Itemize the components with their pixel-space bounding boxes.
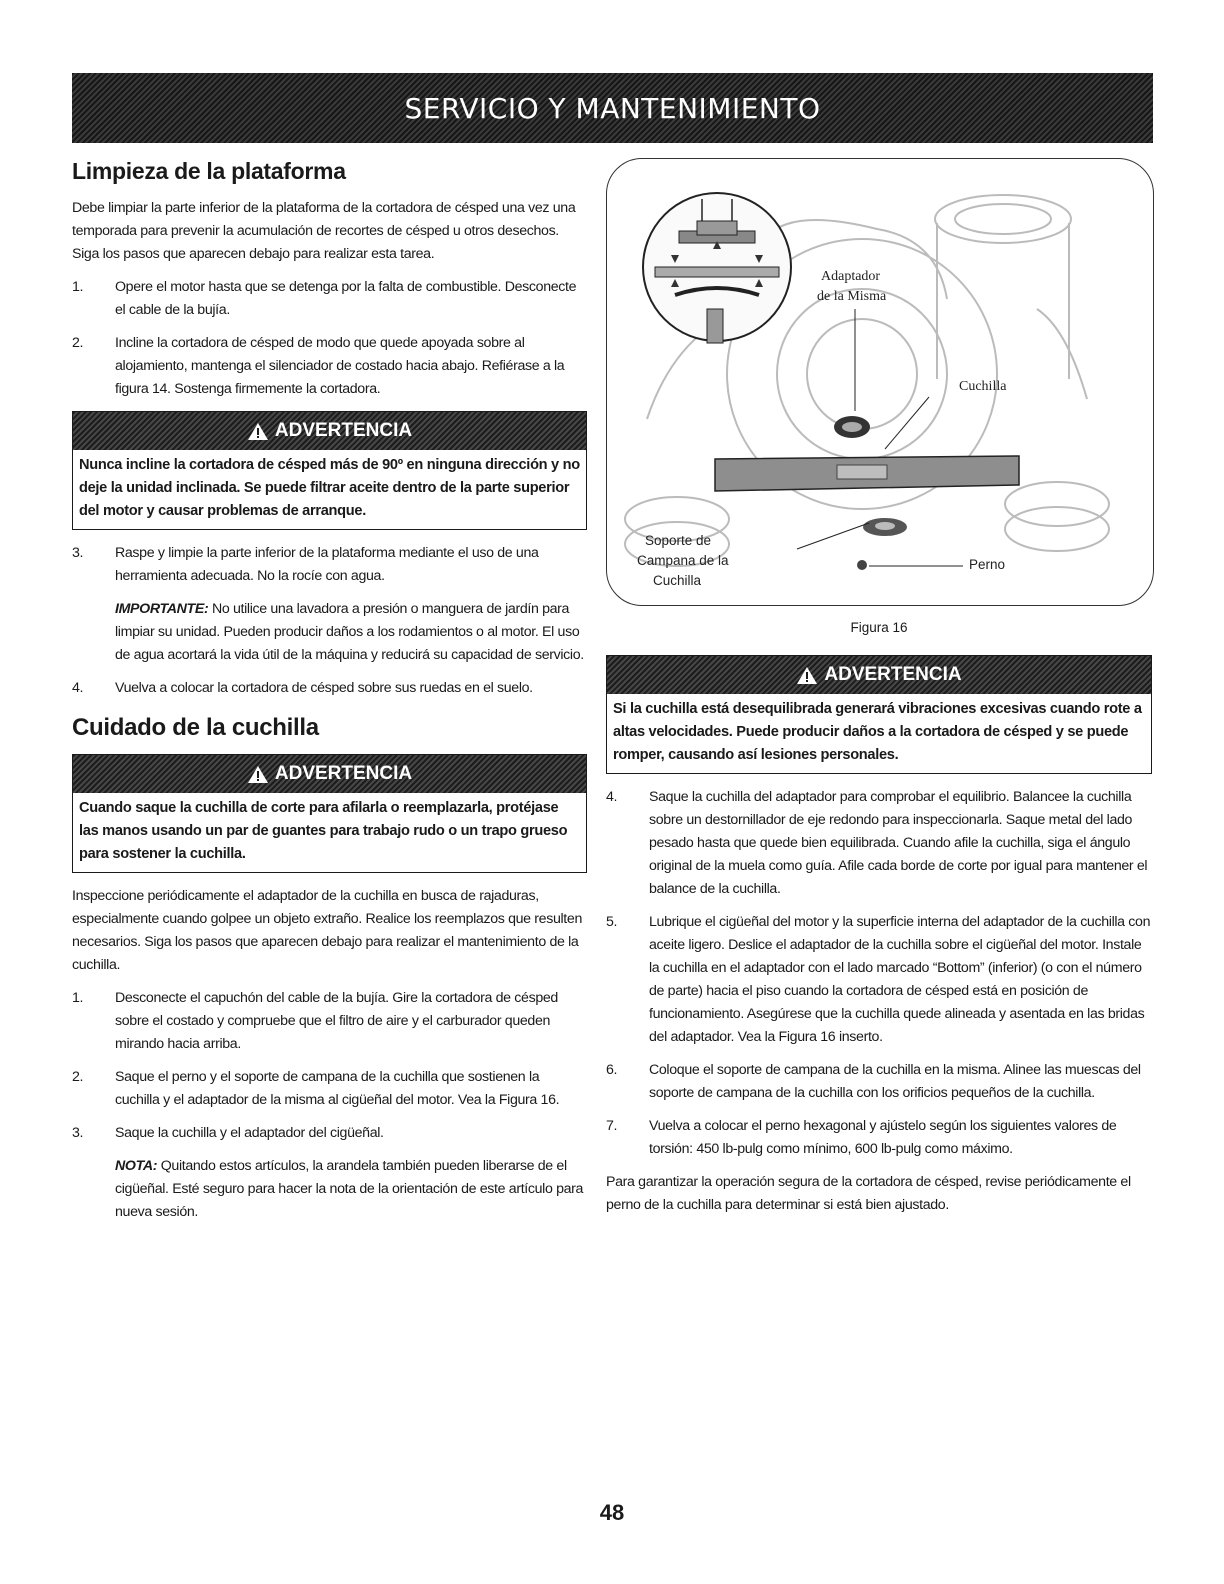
warning-triangle-icon bbox=[796, 666, 818, 685]
warning-text: Cuando saque la cuchilla de corte para afilarla o reemplazarla, protéjase las manos usando un par de guantes para trabajo rudo o un trapo grueso para sostener la cuchilla. bbox=[79, 800, 568, 862]
page-number: 48 bbox=[599, 1500, 625, 1525]
nota-note: NOTA: Quitando estos artículos, la arandela también pueden liberarse de el cigüeñal. Esté seguro para hacer la nota de la orientación de este artículo para nueva sesión. bbox=[115, 1158, 584, 1220]
list-item: 1. Opere el motor hasta que se detenga por la falta de combustible. Desconecte el cable de la bujía. bbox=[72, 279, 577, 318]
section-title-blade-care: Cuidado de la cuchilla bbox=[72, 714, 319, 741]
warning-triangle-icon bbox=[247, 422, 269, 441]
list-item: 6. Coloque el soporte de campana de la cuchilla en la misma. Alinee las muescas del soporte de campana de la cuchilla con los orificios pequeños de la cuchilla. bbox=[606, 1062, 1141, 1101]
list-item: 1. Desconecte el capuchón del cable de la bujía. Gire la cortadora de césped sobre el costado y compruebe que el filtro de aire y el carburador queden mirando hacia arriba. bbox=[72, 990, 558, 1052]
warning-box-unbalanced bbox=[606, 655, 1152, 774]
label-cuchilla: Cuchilla bbox=[959, 379, 1007, 394]
deck-intro: Debe limpiar la parte inferior de la plataforma de la cortadora de césped una vez una temporada para prevenir la acumulación de recortes de césped u otros desechos. Siga los pasos que aparecen debajo para realizar esta tarea. bbox=[72, 200, 576, 262]
label-cuchilla-2: Cuchilla bbox=[653, 573, 702, 588]
warning-triangle-icon bbox=[247, 765, 269, 784]
list-item: 3. Raspe y limpie la parte inferior de la plataforma mediante el uso de una herramienta adecuada. No la rocíe con agua. bbox=[72, 545, 539, 584]
warning-header: ADVERTENCIA bbox=[73, 755, 586, 793]
warning-header: ADVERTENCIA bbox=[73, 412, 586, 450]
figure-caption: Figura 16 bbox=[850, 620, 908, 635]
list-item: 4. Vuelva a colocar la cortadora de césped sobre sus ruedas en el suelo. bbox=[72, 680, 533, 696]
list-item: 2. Incline la cortadora de césped de modo que quede apoyada sobre al alojamiento, mantenga el silenciador de costado hacia abajo. Refiérase a la figura 14. Sostenga firmemente la cortadora. bbox=[72, 335, 565, 397]
warning-text: Si la cuchilla está desequilibrada generará vibraciones excesivas cuando rote a altas velocidades. Puede producir daños a la cortadora de césped y se puede romper, causando así lesiones personales. bbox=[613, 701, 1142, 763]
warning-box-tilt bbox=[72, 411, 587, 530]
list-item: 7. Vuelva a colocar el perno hexagonal y ajústelo según los siguientes valores de torsión: 450 lb-pulg como mínimo, 600 lb-pulg como máximo. bbox=[606, 1118, 1117, 1157]
warning-header: ADVERTENCIA bbox=[607, 656, 1151, 694]
left-column bbox=[72, 158, 587, 1234]
label-campana: Campana de la bbox=[637, 553, 729, 568]
label-adaptador: Adaptador bbox=[821, 269, 881, 284]
page-title: SERVICIO Y MANTENIMIENTO bbox=[404, 91, 821, 125]
blade-intro: Inspeccione periódicamente el adaptador de la cuchilla en busca de rajaduras, especialmente cuando golpee un objeto extraño. Realice los reemplazos que resulten necesarios. Siga los pasos que aparecen debajo para realizar el mantenimiento de la cuchilla. bbox=[72, 888, 582, 973]
list-item: 5. Lubrique el cigüeñal del motor y la superficie interna del adaptador de la cuchilla con aceite ligero. Deslice el adaptador de la cuchilla sobre el cigüeñal del motor. Instale la cuchilla en el adaptador con el lado marcado “Bottom” (inferior) (o con el número de parte) hacia el piso cuando la cortadora de césped está en posición de funcionamiento. Asegúrese que la cuchilla quede alineada y asentada en las bridas del adaptador. Vea la Figura 16 inserto. bbox=[606, 914, 1151, 1045]
section-banner bbox=[72, 73, 1153, 143]
warning-text: Nunca incline la cortadora de césped más de 90º en ninguna dirección y no deje la unidad inclinada. Se puede filtrar aceite dentro de la parte superior del motor y causar problemas de arranque. bbox=[79, 457, 580, 519]
section-title-deck-cleaning: Limpieza de la plataforma bbox=[72, 158, 346, 184]
right-column bbox=[606, 158, 1152, 1227]
warning-box-gloves bbox=[72, 754, 587, 873]
label-soporte: Soporte de bbox=[645, 533, 712, 548]
label-de-la-misma: de la Misma bbox=[817, 289, 887, 304]
label-perno: Perno bbox=[969, 557, 1006, 572]
list-item: 2. Saque el perno y el soporte de campana de la cuchilla que sostienen la cuchilla y el adaptador de la misma al cigüeñal del motor. Vea la Figura 16. bbox=[72, 1069, 560, 1108]
list-item: 3. Saque la cuchilla y el adaptador del cigüeñal. bbox=[72, 1125, 384, 1141]
figure-16-illustration bbox=[606, 158, 1154, 606]
important-note: IMPORTANTE: No utilice una lavadora a presión o manguera de jardín para limpiar su unidad. Pueden producir daños a los rodamientos o al motor. El uso de agua acortará la vida útil de la máquina y reducirá su capacidad de servicio. bbox=[115, 601, 584, 663]
closing-paragraph: Para garantizar la operación segura de la cortadora de césped, revise periódicamente el perno de la cuchilla para determinar si está bien ajustado. bbox=[606, 1174, 1131, 1213]
list-item: 4. Saque la cuchilla del adaptador para comprobar el equilibrio. Balancee la cuchilla sobre un destornillador de eje redondo para inspeccionarla. Saque metal del lado pesado hasta que quede bien equilibrada. Cuando afile la cuchilla, siga el ángulo original de la muela como guía. Afile cada borde de corte por igual para mantener el balance de la cuchilla. bbox=[606, 789, 1148, 897]
